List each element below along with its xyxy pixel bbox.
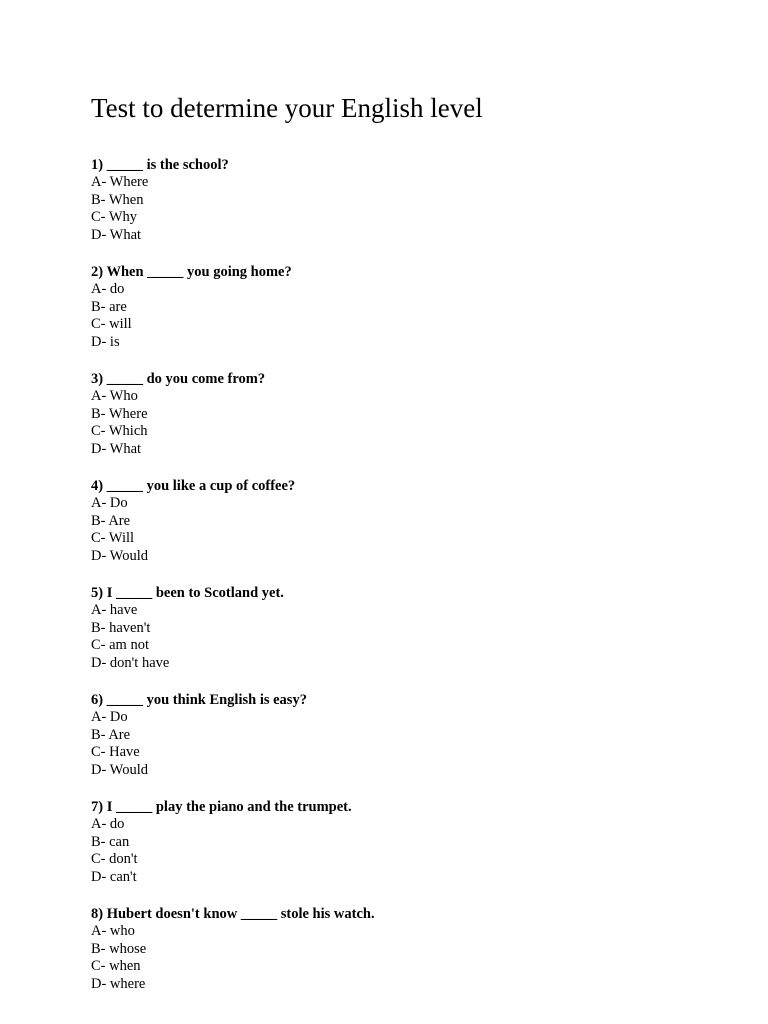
question-text: 8) Hubert doesn't know _____ stole his watch. bbox=[91, 906, 375, 922]
option-d: D- What bbox=[91, 226, 142, 243]
question-text: 4) _____ you like a cup of coffee? bbox=[91, 478, 296, 494]
question-text: 7) I _____ play the piano and the trumpet. bbox=[91, 799, 352, 815]
question-text: 2) When _____ you going home? bbox=[91, 264, 292, 280]
question-4 bbox=[91, 477, 375, 584]
question-3 bbox=[91, 370, 375, 477]
question-5 bbox=[91, 584, 375, 691]
option-b: B- When bbox=[91, 191, 144, 208]
question-7 bbox=[91, 798, 375, 905]
question-text: 1) _____ is the school? bbox=[91, 157, 229, 173]
option-d: D- can't bbox=[91, 868, 137, 885]
option-a: A- Do bbox=[91, 709, 128, 725]
question-1 bbox=[91, 156, 375, 263]
option-c: C- don't bbox=[91, 851, 138, 868]
option-b: B- Are bbox=[91, 512, 131, 529]
option-b: B- Are bbox=[91, 726, 131, 743]
option-d: D- where bbox=[91, 975, 146, 992]
question-8 bbox=[91, 905, 375, 1012]
question-6 bbox=[91, 691, 375, 798]
option-d: D- don't have bbox=[91, 654, 170, 671]
option-a: A- Who bbox=[91, 388, 138, 404]
document-title: Test to determine your English level bbox=[91, 93, 483, 123]
question-2 bbox=[91, 263, 375, 370]
option-a: A- Do bbox=[91, 495, 128, 511]
option-c: C- am not bbox=[91, 637, 149, 654]
option-a: A- who bbox=[91, 923, 135, 939]
option-b: B- can bbox=[91, 833, 130, 850]
option-b: B- whose bbox=[91, 940, 147, 957]
option-a: A- do bbox=[91, 816, 125, 832]
question-list bbox=[91, 156, 375, 1012]
option-d: D- Would bbox=[91, 761, 148, 778]
question-text: 3) _____ do you come from? bbox=[91, 371, 266, 387]
option-b: B- are bbox=[91, 298, 127, 315]
question-text: 5) I _____ been to Scotland yet. bbox=[91, 585, 284, 601]
option-c: C- when bbox=[91, 958, 141, 975]
question-text: 6) _____ you think English is easy? bbox=[91, 692, 307, 708]
option-d: D- What bbox=[91, 440, 142, 457]
option-c: C- will bbox=[91, 316, 132, 333]
option-c: C- Will bbox=[91, 530, 135, 547]
option-c: C- Why bbox=[91, 209, 138, 226]
option-a: A- Where bbox=[91, 174, 149, 190]
option-d: D- is bbox=[91, 333, 120, 350]
option-c: C- Which bbox=[91, 423, 148, 440]
option-a: A- do bbox=[91, 281, 125, 297]
option-a: A- have bbox=[91, 602, 138, 618]
option-d: D- Would bbox=[91, 547, 148, 564]
option-c: C- Have bbox=[91, 744, 140, 761]
option-b: B- Where bbox=[91, 405, 148, 422]
option-b: B- haven't bbox=[91, 619, 151, 636]
